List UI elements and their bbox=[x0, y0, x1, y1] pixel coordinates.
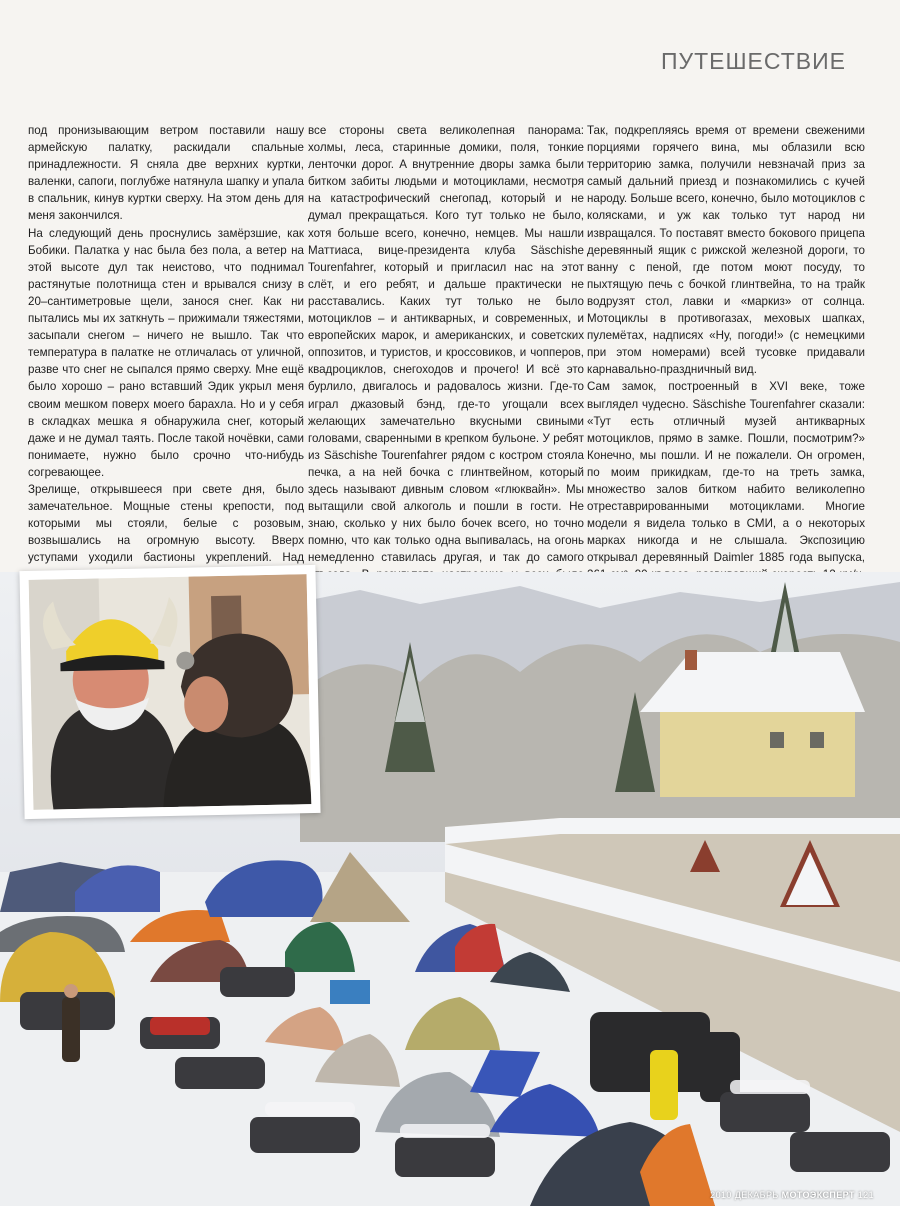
paragraph: все стороны света великолепная панорама: холмы, леса, старинные домики, поля, тонкие ленточки дорог. А внутренние дворы замка были битком забиты людьми и мотоциклами, несмотря на катастрофический снегопад, который и не думал прекращаться. Кого тут только не было, хотя больше всего, конечно, немцев. Мы нашли Маттиаса, вице-президента клуба Säschishe Tourenfahrer, который и пригласил нас на этот слёт, и его ребят, и дальше практически не расставались. Каких тут только не было мотоциклов – и антикварных, и современных, и европейских марок, и американских, и советских оппозитов, и туристов, и кроссовиков, и чопперов, квадроциклов, снегоходов и прочего! И всё это бурлило, двигалось и радовалось жизни. Где-то играл джазовый бэнд, где-то угощали всех желающих замечательно вкусными свиными головами, сваренными в крепком бульоне. У ребят из Säschishe Tourenfahrer рядом с костром стояла печка, а на ней бочка с глинтвейном, который здесь называют дивным словом «глюквайн». Мы вытащили свой алкоголь и пошли в гости. Не знаю, сколько у них было бочек всего, но точно помню, что как только одна выпивалась, на огонь немедленно ставилась другая, и так до самого bbox=[308, 124, 584, 565]
text-column-3 bbox=[587, 122, 865, 618]
page-footer bbox=[710, 1190, 874, 1200]
inset-portrait-photo bbox=[19, 565, 320, 819]
portrait-illustration bbox=[29, 574, 312, 810]
footer-brand: МОТОЭКСПЕРТ bbox=[781, 1190, 855, 1200]
paragraph: под пронизывающим ветром поставили нашу армейскую палатку, раскидали спальные принадлежности. Я сняла две верхних куртки, валенки, сапоги, поглубже натянула шапку и упала в спальник, кинув куртки сверху. На этом день для меня закончился. bbox=[28, 124, 304, 223]
paragraph: Так, подкрепляясь время от времени свеженими порциями горячего вина, мы облазили всю территорию замка, получили невзначай приз за самый дальний приезд и познакомились с кучей народу. Больше всего, конечно, было мотоциклов с колясками, и уж как только тут народ ни извращался. То поставят вместо бокового прицепа деревянный ящик с рижской железной дороги, то ванну с пеной, где потом моют посуду, то пыхтящую печь с бочкой глинтвейна, то на трайк водрузят стол, лавки и «маркиз» от солнца. Мотоциклы в противогазах, меховых шапках, пулемётах, надписях «Ну, погоди!» (с немецкими при этом номерами) всей тусовке придавали карнавально-праздничный вид. bbox=[587, 124, 865, 377]
footer-page-number: 121 bbox=[857, 1190, 874, 1200]
paragraph: На следующий день проснулись замёрзшие, как Бобики. Палатка у нас была без пола, а ветер на этой высоте дул так неистово, что поднимал растянутые полотнища стен и врывался снизу в 20–сантиметровые щели, занося снег. Как ни пытались мы их заткнуть – прижимали тяжестями, засыпали снегом – ничего не вышло. Так что температура в палатке не отличалась от уличной, разве что снег не сыпался прямо сверху. Мне ещё было хорошо – рано вставший Эдик укрыл меня своим мешком поверх моего барахла. Но и у себя в складках мешка я обнаружила снег, который даже и не думал таять. После такой ночёвки, сами понимаете, нужно было срочно что-нибудь согревающее. bbox=[28, 226, 304, 479]
section-title: ПУТЕШЕСТВИЕ bbox=[660, 48, 846, 74]
paragraph: Зрелище, открывшееся при свете дня, было замечательное. Мощные стены крепости, под которыми мы стояли, белые с розовым, возвышались на огромную высоту. Вверх уступами уходили бастионы укреплений. Над bbox=[28, 482, 304, 565]
text-column-2 bbox=[308, 122, 584, 601]
footer-issue: 2010 ДЕКАБРЬ bbox=[710, 1190, 779, 1200]
paragraph: Сам замок, построенный в XVI веке, тоже выглядел чудесно. Säschishe Tourenfahrer сказали: «Тут есть отличный музей антикварных мотоциклов, прямо в замке. Пошли, посмотрим?» Конечно, мы пошли. И не пожалели. Он огромен, по моим прикидкам, где-то на треть замка, множество залов битком набито великолепно отреставрированными мотоциклами. Многие модели я видела только в СМИ, а о некоторых марках никогда и не слышала. Экспозицию открывал деревянный Daimler 1885 года выпуска, bbox=[587, 380, 865, 565]
text-column-1 bbox=[28, 122, 304, 601]
